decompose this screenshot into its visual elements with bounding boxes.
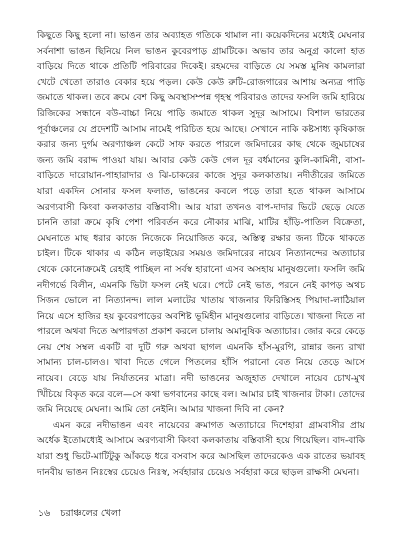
page-number: ১৬ <box>38 508 51 519</box>
page-footer <box>38 507 121 522</box>
paragraph-1: কিছুতে কিছু হলো না। ভাঙন তার অব্যাহত গতিকে থামাল না। কয়েকদিনের মধ্যেই মেঘনার সর্বনাশা ভাঙন ছিনিয়ে নিল ভাঙন কুবেরপাড় গ্রামটিকে। অভাব তার অনুগ্র কালো হাত বাড়িয়ে দিতে থাকে প্রতিটি পরিবারের দিকেই। রহমদের বাড়িতে যে সমস্ত মুনিষ কামলারা খেটে খেতো তারাও বেকার হয়ে পড়ল। কেউ কেউ রুটি-রোজগারের আশায় অন্যত্র পাড়ি জমাতে থাকল। তবে ক্রমে বেশ কিছু অবস্থাসম্পন্ন গৃহস্থ পরিবারও তাদের ফসলি জমি হারিয়ে রিজিকের সন্ধানে বউ-বাচ্চা নিয়ে পাড়ি জমাতে থাকল সুদূর আসামে। বিশাল ভারতের পূর্বাঞ্চলের যে প্রদেশটি আসাম নামেই পরিচিত হয়ে আছে। সেখানে নাকি কষ্টসাধ্য কৃষিকাজ করার জন্য দুর্গম অরণ্যাঞ্চল কেটে সাফ করতে পারলে জমিদারের কাছ থেকে জুমচাষের জন্য জমি বরাদ্দ পাওয়া যায়। আবার কেউ কেউ গেল দূর বর্ধমানের কুলি-কামিনী, বাসা-বাড়িতে দারোয়ান-পাহারাদার ও ঝি-চাকরের কাজে সুদূর কলকাতায়। নদীতীরের জমিতে যারা একদিন সোনার ফসল ফলাত, ভাঙনের কবলে পড়ে তারা হতে থাকল আসামে অরণ্যবাসী কিংবা কলকাতার বস্তিবাসী। আর যারা তখনও বাপ-দাদার ভিটে ছেড়ে যেতে চাননি তারা ক্রমে কৃষি পেশা পরিবর্তন করে নৌকার মাঝি, মাটির হাঁড়ি-পাতিল বিক্রেতা, মেঘনাতে মাছ ধরার কাজে নিজেকে নিয়োজিত করে, অস্তিত্ব রক্ষার জন্য টিকে থাকতে চাইল। টিকে থাকার এ কঠিন লড়াইয়ের সময়ও জমিদারের নায়েব নিত্যানন্দের অত্যাচার থেকে কোনোক্রমেই রেহাই পাচ্ছিল না সর্বস্ব হারানো এসব অসহায় মানুষগুলো। ফসলি জমি নদীগর্ভে বিলীন, এমনকি ভিটা ফসল নেই ঘরে। পেটে নেই ভাত, পরনে নেই কাপড় অথচ সিজন ভোলে না নিত্যানন্দ। লাল মলাটের খাতায় খাজনার ফিরিস্তিসহ পিয়াদা-লাঠিয়াল নিয়ে এসে হাজির হয় কুবেরপাড়ের অবশিষ্ট ভূমিহীন মানুষগুলোর বাড়িতে। খাজনা দিতে না পারলে অথবা দিতে অপারগতা প্রকাশ করলে চালায় অমানুষিক অত্যাচার। জোর করে কেড়ে নেয় শেষ সম্বল একটি বা দুটি গরু অথবা ছাগল এমনকি হাঁস-মুরগি, রান্নার জন্য রাখা সামান্য চাল-চালও। খাবা দিতে গেলে পিতলের হাঁসি পরানো বেত নিয়ে তেড়ে আসে নায়েব। বেড়ে যায় নির্যাতনের মাত্রা। নদী ভাঙনের অজুহাত দেখালে নায়েব চোখ-মুখ খিঁচিয়ে বিকৃত করে বলে—সে কথা ভগবানের কাছে বল। আমার চাই খাজনার টাকা। তোদের জমি নিয়েছে মেঘনা। আমি তো নেইনি। আমার খাজনা দিবি না কেন? <box>37 30 365 416</box>
paragraph-2: এমন করে নদীভাঙন এবং নায়েবের ক্রমাগত অত্যাচারে দিশেহারা গ্রামবাসীর প্রায় অর্ধেক ইতোমধ্যেই আসামে অরণ্যবাসী কিংবা কলকাতায় বস্তিবাসী হয়ে গিয়েছিল। বাদ-বাকি যারা শুধু ভিটে-মাটিটুকু আঁকড়ে ধরে বসবাস করে আসছিল তাদেরকেও এক রাতের ভয়াবহ দানবীয় ভাঙন নিঃস্বের চেয়েও নিঃস্ব, সর্বহারার চেয়েও সর্বহারা করে ছাড়ল রাক্ষসী মেঘনা। <box>37 419 365 478</box>
page-body <box>37 28 365 480</box>
book-title: চরাঞ্চলের খেলা <box>60 508 121 519</box>
